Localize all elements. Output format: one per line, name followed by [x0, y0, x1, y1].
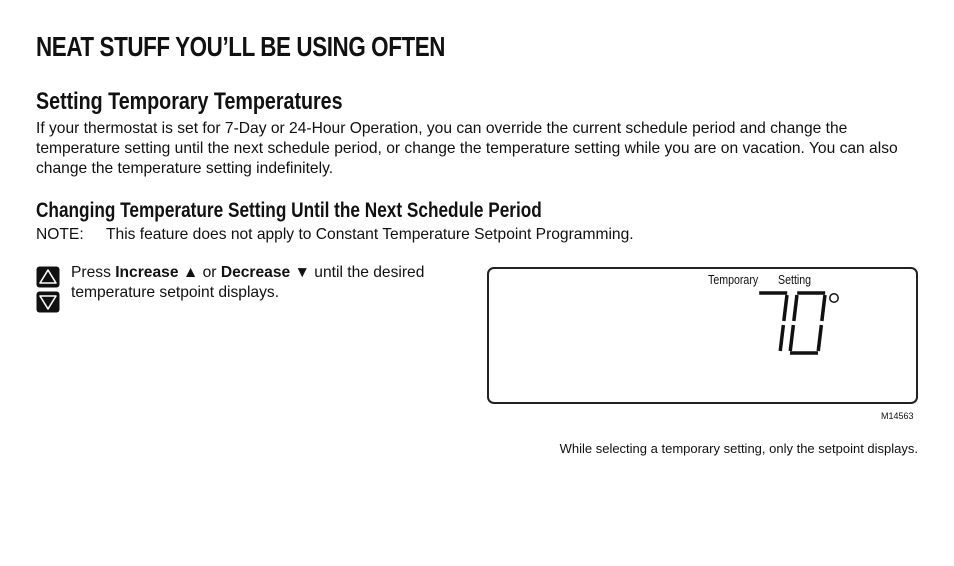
- down-triangle-icon: [36, 291, 60, 313]
- segment-c: [818, 325, 821, 351]
- segment-b: [822, 295, 825, 321]
- note-label: NOTE:: [36, 226, 84, 243]
- segment-c: [780, 325, 783, 351]
- temporary-label: Temporary: [708, 273, 759, 287]
- figure-id: M14563: [881, 411, 914, 421]
- setting-label: Setting: [778, 273, 812, 287]
- instruction-rest: until the desired temperature setpoint displays.: [71, 264, 425, 301]
- down-arrow-symbol: ▼: [290, 264, 315, 281]
- up-triangle-icon: [36, 266, 60, 288]
- note: [36, 225, 634, 245]
- segment-b: [784, 295, 787, 321]
- temperature-readout: [748, 290, 844, 356]
- subsection-heading: Changing Temperature Setting Until the Next Schedule Period: [36, 199, 542, 222]
- page-title: NEAT STUFF YOU’LL BE USING OFTEN: [36, 31, 446, 62]
- up-arrow-symbol: ▲: [178, 264, 203, 281]
- instruction-text: [71, 263, 481, 303]
- segment-e: [790, 325, 793, 351]
- instruction-press: Press: [71, 264, 116, 281]
- thermostat-display: [487, 267, 918, 404]
- increase-label: Increase: [115, 264, 179, 281]
- note-text: This feature does not apply to Constant Temperature Setpoint Programming.: [106, 226, 634, 243]
- figure-caption: While selecting a temporary setting, only the setpoint displays.: [559, 441, 918, 456]
- degree-icon: [830, 294, 838, 302]
- intro-paragraph: If your thermostat is set for 7-Day or 24-Hour Operation, you can override the current schedule period and change the temperature setting until the next schedule period, or change the temperature setting while you are on vacation. You can also change the temperature setting indefinitely.: [36, 120, 898, 177]
- decrease-label: Decrease: [220, 264, 291, 281]
- segment-f: [794, 295, 797, 321]
- temperature-digits: [759, 293, 825, 353]
- instruction-or: or: [202, 264, 221, 281]
- section-heading: Setting Temporary Temperatures: [36, 88, 343, 115]
